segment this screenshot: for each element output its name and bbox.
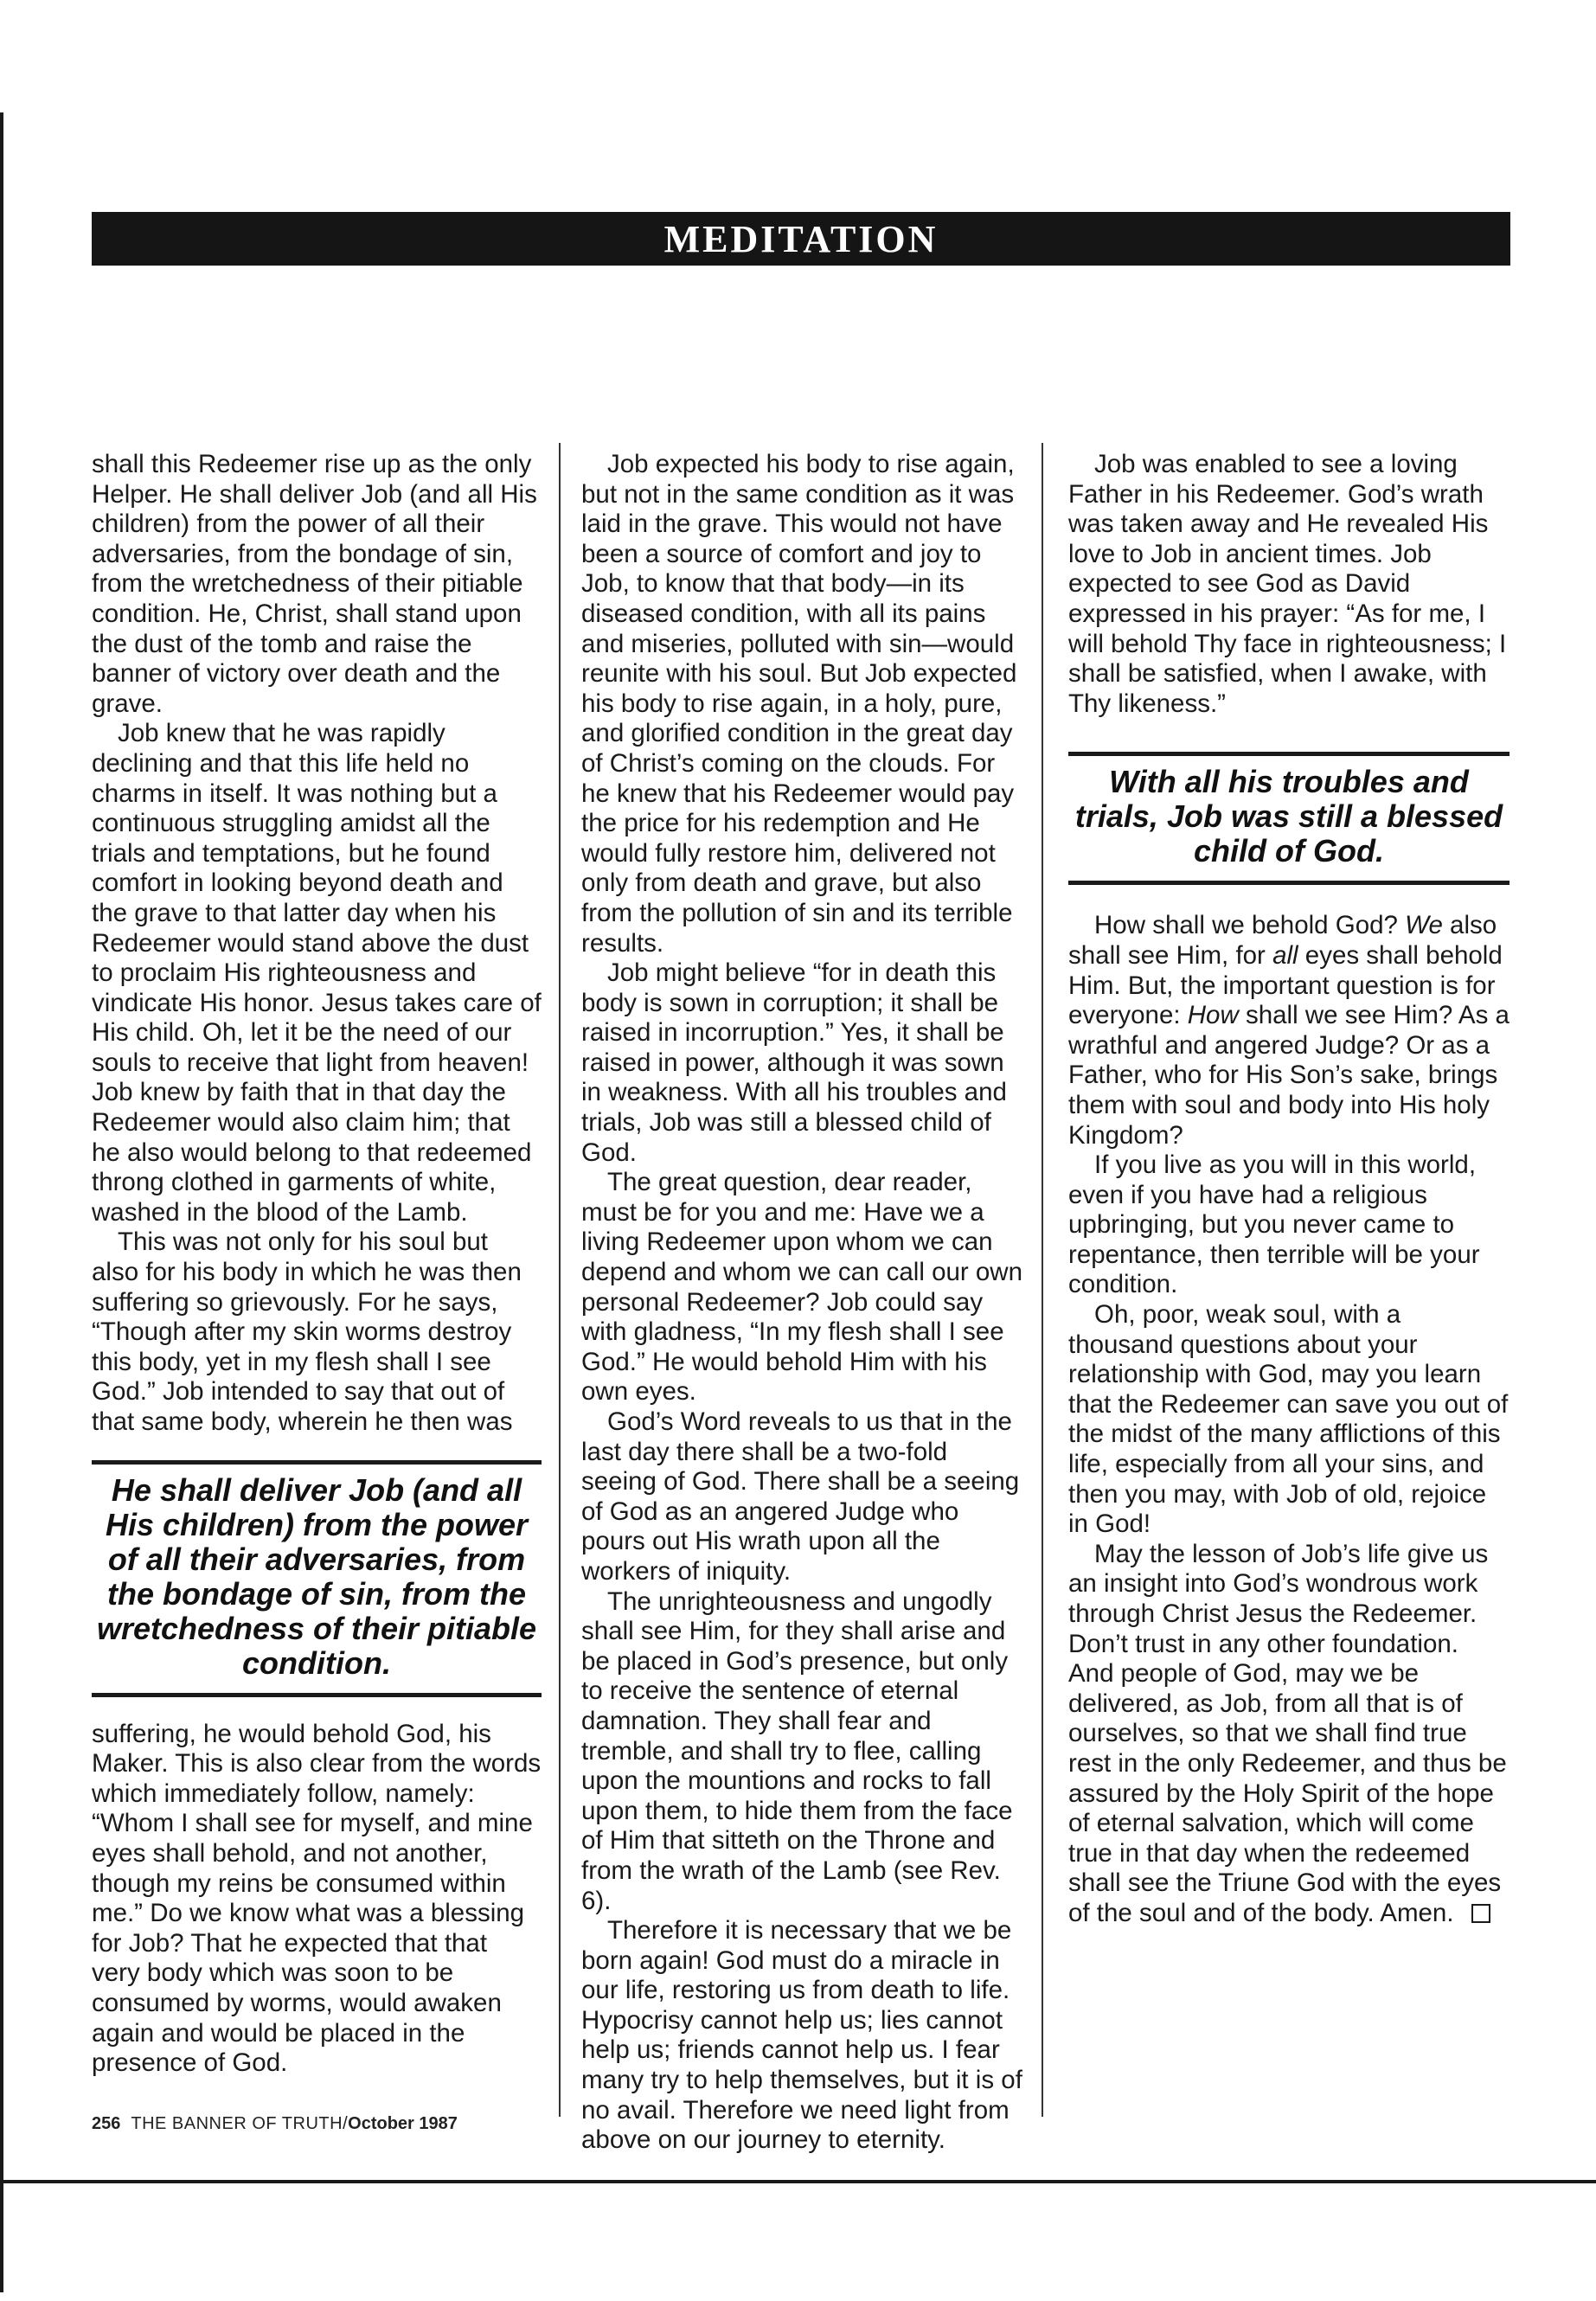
page-top-margin [0,0,1596,112]
paragraph: The unrighteousness and ungodly shall see Him, for they shall arise and be placed in God’s presence, but only to receive the sentence of eternal damnation. They shall fear and tremble, and shall try to flee, calling upon the mountions and rocks to fall upon them, to hide them from the face of Him that sitteth on the Throne and from the wrath of the Lamb (see Rev. 6). [581,1586,1013,1915]
paragraph: Job might believe “for in death this body is sown in corruption; it shall be raised in incorruption.” Yes, it shall be raised in power, although it was sown in weakness. With all his troubles and trials, Job was still a blessed child of God. [581,958,1007,1167]
column-divider-2 [1042,443,1043,2117]
column-1 [92,450,542,2079]
text-run: How shall we behold God? [1094,911,1406,940]
paragraph: Job was enabled to see a loving Father in his Redeemer. God’s wrath was taken away and He revealed His love to Job in ancient times. Job expected to see God as David expressed in his prayer: “As for me, I will behold Thy face in righteousness; I shall be satisfied, when I awake, with Thy likeness.” [1068,450,1507,718]
paragraph [1068,1540,1509,1929]
pull-quote: With all his troubles and trials, Job was still a blessed child of God. [1068,752,1509,885]
text-run: eyes shall behold Him. But, the important question is for everyone: [1068,940,1503,1030]
paragraph: God’s Word reveals to us that in the last day there shall be a two-fold seeing of God. There shall be a seeing of God as an angered Judge who pours out His wrath upon all the workers of iniquity. [581,1407,1020,1586]
paragraph [1068,911,1509,1150]
column-divider-1 [559,443,561,2117]
issue-date: October 1987 [348,2114,458,2133]
paragraph: This was not only for his soul but also for his body in which he was then suffering so grievously. For he says, “Though after my skin worms destroy this body, yet in my flesh shall I see God.” Job intended to say that out of that same body, wherein he then was [92,1227,522,1436]
page-number: 256 [92,2114,121,2133]
section-title: MEDITATION [663,217,939,260]
page-footer [92,2114,458,2134]
scan-left-edge [0,112,3,2292]
paragraph: shall this Redeemer rise up as the only Helper. He shall deliver Job (and all His children) from the power of all their adversaries, from the bondage of sin, from the wretchedness of their pitiable condition. He, Christ, shall stand upon the dust of the tomb and raise the banner of victory over death and the grave. [92,450,537,718]
section-banner [92,212,1510,266]
column-3 [1068,450,1509,1929]
emphasis: all [1272,940,1298,970]
end-of-article-box-icon [1471,1904,1490,1923]
paragraph: Job knew that he was rapidly declining and that this life held no charms in itself. It was nothing but a continuous struggling amidst all the trials and temptations, but he found comfort in looking beyond death and the grave to that latter day when his Redeemer would stand above the dust to proclaim His righteousness and vindicate His honor. Jesus takes care of His child. Oh, let it be the need of our souls to receive that light from heaven! Job knew by faith that in that day the Redeemer would also claim him; that he also would belong to that redeemed throng clothed in garments of white, washed in the blood of the Lamb. [92,719,542,1227]
paragraph: The great question, dear reader, must be for you and me: Have we a living Redeemer upon whom we can depend and whom we can call our own personal Redeemer? Job could say with gladness, “In my flesh shall I see God.” He would behold Him with his own eyes. [581,1168,1023,1407]
paragraph: Therefore it is necessary that we be born again! God must do a miracle in our life, restoring us from death to life. Hypocrisy cannot help us; lies cannot help us; friends cannot help us. I fear many try to help themselves, but it is of no avail. Therefore we need light from above on our journey to eternity. [581,1916,1022,2155]
scan-bottom-edge [0,2180,1596,2183]
text-run: shall we see Him? As a wrathful and angered Judge? Or as a Father, who for His Son’s sake, brings them with soul and body into His holy Kingdom? [1068,1001,1509,1150]
paragraph: suffering, he would behold God, his Maker. This is also clear from the words which immediately follow, namely: “Whom I shall see for myself, and mine eyes shall behold, and not another, though my reins be consumed within me.” Do we know what was a blessing for Job? That he expected that that very body which was soon to be consumed by worms, would awaken again and would be placed in the presence of God. [92,1719,542,2078]
publication-name: THE BANNER OF TRUTH/ [131,2114,349,2133]
paragraph: If you live as you will in this world, even if you have had a religious upbringing, but you never came to repentance, then terrible will be your condition. [1068,1150,1480,1299]
emphasis: How [1187,1001,1239,1030]
emphasis: We [1405,911,1443,940]
paragraph: Oh, poor, weak soul, with a thousand questions about your relationship with God, may you learn that the Redeemer can save you out of the midst of the many afflictions of this life, especially from all your sins, and then you may, with Job of old, rejoice in God! [1068,1300,1509,1539]
paragraph: Job expected his body to rise again, but not in the same condition as it was laid in the grave. This would not have been a source of comfort and joy to Job, to know that that body—in its diseased condition, with all its pains and miseries, polluted with sin—would reunite with his soul. But Job expected his body to rise again, in a holy, pure, and glorified condition in the great day of Christ’s coming on the clouds. For he knew that his Redeemer would pay the price for his redemption and He would fully restore him, delivered not only from death and grave, but also from the pollution of sin and its terrible results. [581,450,1017,958]
column-2 [581,450,1022,2156]
text-run: also shall see Him, for [1068,911,1497,970]
pull-quote: He shall deliver Job (and all His children) from the power of all their adversaries, from the bondage of sin, from the wretchedness of their pitiable condition. [92,1460,542,1697]
text-run: May the lesson of Job’s life give us an insight into God’s wondrous work through Christ Jesus the Redeemer. Don’t trust in any other foundation. And people of God, may we be delivered, as Job, from all that is of ourselves, so that we shall find true rest in the only Redeemer, and thus be assured by the Holy Spirit of the hope of eternal salvation, which will come true in that day when the redeemed shall see the Triune God with the eyes of the soul and of the body. Amen. [1068,1539,1507,1927]
